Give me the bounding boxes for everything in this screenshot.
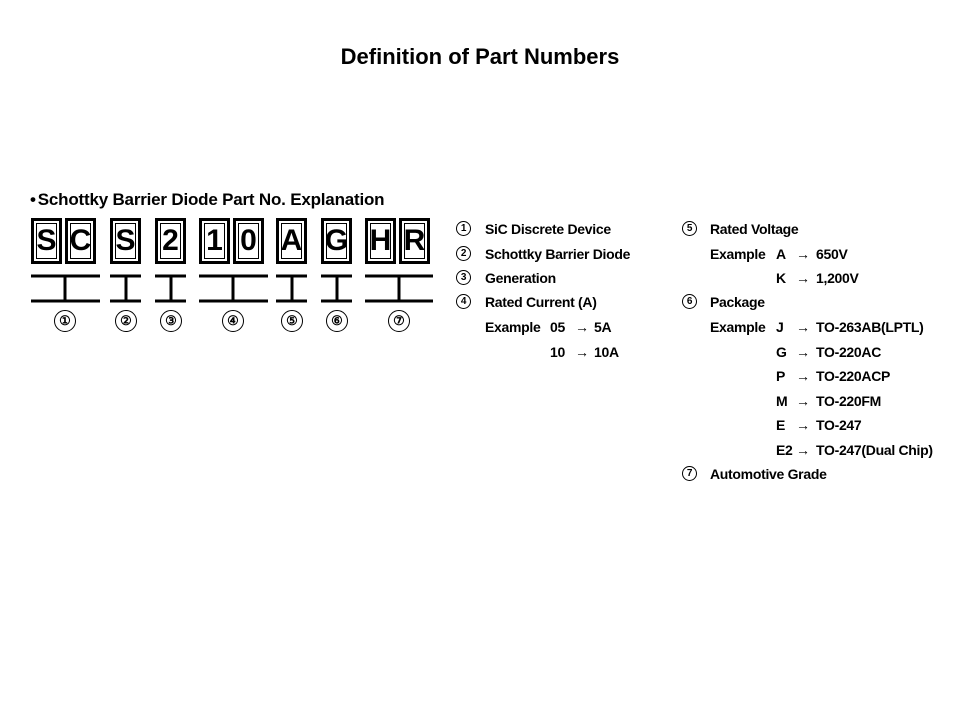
example-code: E2 bbox=[776, 442, 793, 458]
example-code: G bbox=[776, 344, 787, 360]
legend-label: Schottky Barrier Diode bbox=[485, 246, 631, 262]
example-value: TO-247(Dual Chip) bbox=[816, 442, 933, 458]
example-value: TO-220AC bbox=[816, 344, 882, 360]
legend-number: 3 bbox=[456, 270, 471, 285]
bullet-icon: • bbox=[30, 190, 36, 209]
example-label: Example bbox=[710, 319, 766, 335]
group-marker: ② bbox=[115, 310, 137, 332]
part-char: H bbox=[369, 224, 392, 257]
example-code: A bbox=[776, 246, 786, 262]
example-code: P bbox=[776, 368, 786, 384]
group-marker: ⑤ bbox=[281, 310, 303, 332]
example-code: 10 bbox=[550, 344, 565, 360]
example-value: TO-220ACP bbox=[816, 368, 891, 384]
example-value: TO-263AB(LPTL) bbox=[816, 319, 924, 335]
legend-label: Automotive Grade bbox=[710, 466, 827, 482]
example-code: M bbox=[776, 393, 788, 409]
arrow-right-icon: → bbox=[796, 319, 810, 335]
example-value: TO-247 bbox=[816, 417, 862, 433]
example-value: 10A bbox=[594, 344, 619, 360]
example-code: E bbox=[776, 417, 786, 433]
part-char: 2 bbox=[162, 224, 179, 257]
example-value: 650V bbox=[816, 246, 848, 262]
legend-label: SiC Discrete Device bbox=[485, 221, 611, 237]
group-marker: ① bbox=[54, 310, 76, 332]
group-marker: ③ bbox=[160, 310, 182, 332]
group-marker: ⑦ bbox=[388, 310, 410, 332]
example-code: 05 bbox=[550, 319, 565, 335]
part-char: C bbox=[69, 224, 92, 257]
example-value: 5A bbox=[594, 319, 612, 335]
arrow-right-icon: → bbox=[796, 344, 810, 360]
example-value: 1,200V bbox=[816, 270, 859, 286]
group-marker: ④ bbox=[222, 310, 244, 332]
arrow-right-icon: → bbox=[796, 246, 810, 262]
arrow-right-icon: → bbox=[796, 417, 810, 433]
part-char: A bbox=[280, 224, 303, 257]
legend-label: Package bbox=[710, 294, 765, 310]
part-char: R bbox=[403, 224, 426, 257]
legend-label: Generation bbox=[485, 270, 556, 286]
legend-number: 2 bbox=[456, 246, 471, 261]
legend-number: 7 bbox=[682, 466, 697, 481]
part-char: S bbox=[115, 224, 136, 257]
part-char: S bbox=[36, 224, 57, 257]
arrow-right-icon: → bbox=[575, 344, 589, 360]
arrow-right-icon: → bbox=[796, 368, 810, 384]
part-char: G bbox=[324, 224, 349, 257]
legend-number: 4 bbox=[456, 294, 471, 309]
subtitle-text: Schottky Barrier Diode Part No. Explanation bbox=[37, 190, 385, 209]
arrow-right-icon: → bbox=[796, 393, 810, 409]
group-marker: ⑥ bbox=[326, 310, 348, 332]
example-label: Example bbox=[710, 246, 766, 262]
example-label: Example bbox=[485, 319, 541, 335]
legend-number: 1 bbox=[456, 221, 471, 236]
part-char: 0 bbox=[240, 224, 257, 257]
legend-number: 6 bbox=[682, 294, 697, 309]
example-code: J bbox=[776, 319, 784, 335]
legend-number: 5 bbox=[682, 221, 697, 236]
example-value: TO-220FM bbox=[816, 393, 882, 409]
legend-label: Rated Current (A) bbox=[485, 294, 597, 310]
example-code: K bbox=[776, 270, 786, 286]
legend-label: Rated Voltage bbox=[710, 221, 799, 237]
part-char: 1 bbox=[206, 224, 223, 257]
arrow-right-icon: → bbox=[796, 442, 810, 458]
arrow-right-icon: → bbox=[575, 319, 589, 335]
arrow-right-icon: → bbox=[796, 270, 810, 286]
page-title: Definition of Part Numbers bbox=[340, 44, 620, 69]
